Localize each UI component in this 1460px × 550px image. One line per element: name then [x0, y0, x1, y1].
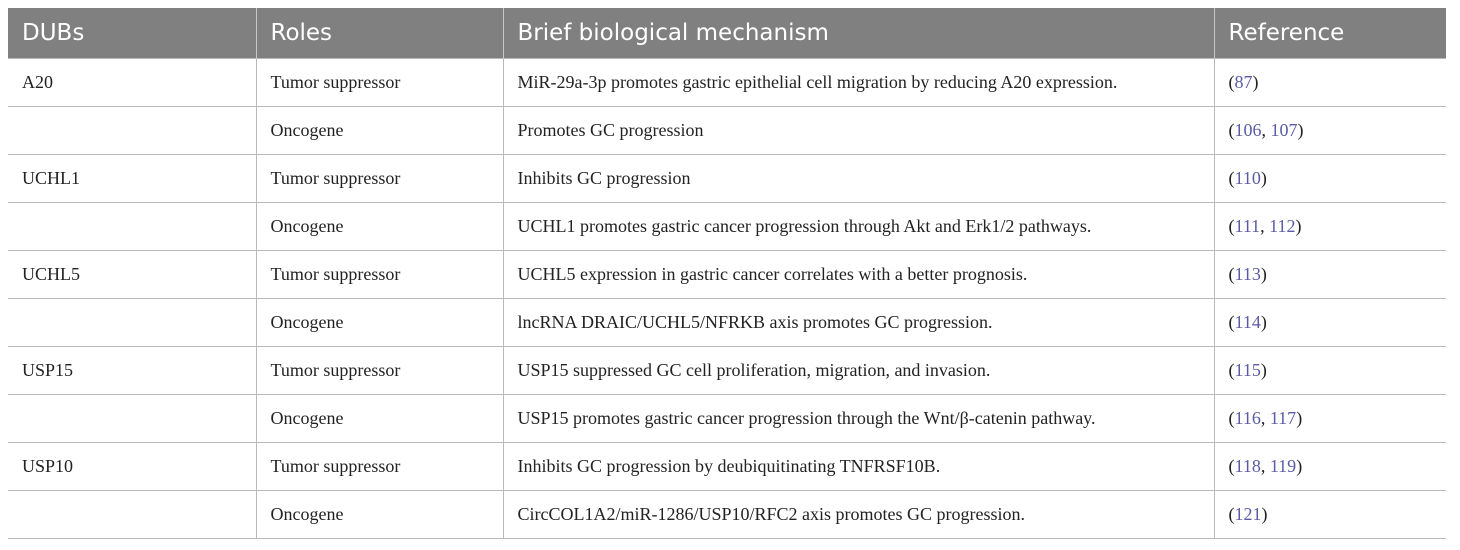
dub-cell: USP15: [8, 347, 256, 395]
dub-cell: [8, 203, 256, 251]
dub-cell: [8, 299, 256, 347]
reference-link[interactable]: 115: [1234, 360, 1261, 380]
header-dubs: DUBs: [8, 8, 256, 59]
role-cell: Tumor suppressor: [256, 59, 503, 107]
mechanism-cell: Inhibits GC progression by deubiquitinating TNFRSF10B.: [503, 443, 1214, 491]
reference-link[interactable]: 110: [1234, 168, 1261, 188]
header-row: [8, 8, 1446, 59]
mechanism-cell: Inhibits GC progression: [503, 155, 1214, 203]
table-row: [8, 395, 1446, 443]
mechanism-cell: Promotes GC progression: [503, 107, 1214, 155]
reference-cell: (87): [1214, 59, 1446, 107]
table-body: [8, 59, 1446, 539]
table-row: [8, 59, 1446, 107]
table-row: [8, 299, 1446, 347]
reference-link[interactable]: 106: [1234, 120, 1262, 140]
mechanism-cell: USP15 promotes gastric cancer progression through the Wnt/β-catenin pathway.: [503, 395, 1214, 443]
role-cell: Oncogene: [256, 491, 503, 539]
mechanism-cell: USP15 suppressed GC cell proliferation, migration, and invasion.: [503, 347, 1214, 395]
table-row: [8, 107, 1446, 155]
mechanism-cell: CircCOL1A2/miR-1286/USP10/RFC2 axis promotes GC progression.: [503, 491, 1214, 539]
reference-cell: (116, 117): [1214, 395, 1446, 443]
role-cell: Tumor suppressor: [256, 347, 503, 395]
reference-link[interactable]: 111: [1234, 216, 1261, 236]
dub-cell: [8, 491, 256, 539]
dub-cell: USP10: [8, 443, 256, 491]
role-cell: Tumor suppressor: [256, 443, 503, 491]
reference-cell: (118, 119): [1214, 443, 1446, 491]
role-cell: Oncogene: [256, 299, 503, 347]
table-header: [8, 8, 1446, 59]
reference-link[interactable]: 114: [1234, 312, 1261, 332]
header-mechanism: Brief biological mechanism: [503, 8, 1214, 59]
dub-cell: UCHL5: [8, 251, 256, 299]
header-reference: Reference: [1214, 8, 1446, 59]
table-row: [8, 347, 1446, 395]
reference-cell: (110): [1214, 155, 1446, 203]
table-container: [8, 8, 1446, 539]
dubs-table: [8, 8, 1446, 539]
role-cell: Oncogene: [256, 107, 503, 155]
reference-link[interactable]: 117: [1269, 408, 1297, 428]
header-roles: Roles: [256, 8, 503, 59]
dub-cell: [8, 395, 256, 443]
role-cell: Oncogene: [256, 203, 503, 251]
role-cell: Oncogene: [256, 395, 503, 443]
reference-cell: (114): [1214, 299, 1446, 347]
reference-cell: (113): [1214, 251, 1446, 299]
mechanism-cell: UCHL5 expression in gastric cancer correlates with a better prognosis.: [503, 251, 1214, 299]
table-row: [8, 491, 1446, 539]
mechanism-cell: UCHL1 promotes gastric cancer progression through Akt and Erk1/2 pathways.: [503, 203, 1214, 251]
reference-cell: (106, 107): [1214, 107, 1446, 155]
reference-cell: (111, 112): [1214, 203, 1446, 251]
reference-link[interactable]: 119: [1269, 456, 1297, 476]
table-row: [8, 203, 1446, 251]
table-row: [8, 155, 1446, 203]
role-cell: Tumor suppressor: [256, 251, 503, 299]
reference-link[interactable]: 121: [1234, 504, 1262, 524]
table-row: [8, 443, 1446, 491]
reference-link[interactable]: 107: [1270, 120, 1298, 140]
reference-cell: (115): [1214, 347, 1446, 395]
mechanism-cell: MiR-29a-3p promotes gastric epithelial cell migration by reducing A20 expression.: [503, 59, 1214, 107]
reference-link[interactable]: 87: [1234, 72, 1253, 92]
mechanism-cell: lncRNA DRAIC/UCHL5/NFRKB axis promotes GC progression.: [503, 299, 1214, 347]
reference-link[interactable]: 113: [1234, 264, 1261, 284]
reference-link[interactable]: 116: [1234, 408, 1261, 428]
role-cell: Tumor suppressor: [256, 155, 503, 203]
dub-cell: UCHL1: [8, 155, 256, 203]
reference-link[interactable]: 118: [1234, 456, 1261, 476]
dub-cell: A20: [8, 59, 256, 107]
dub-cell: [8, 107, 256, 155]
reference-cell: (121): [1214, 491, 1446, 539]
reference-link[interactable]: 112: [1269, 216, 1296, 236]
table-row: [8, 251, 1446, 299]
